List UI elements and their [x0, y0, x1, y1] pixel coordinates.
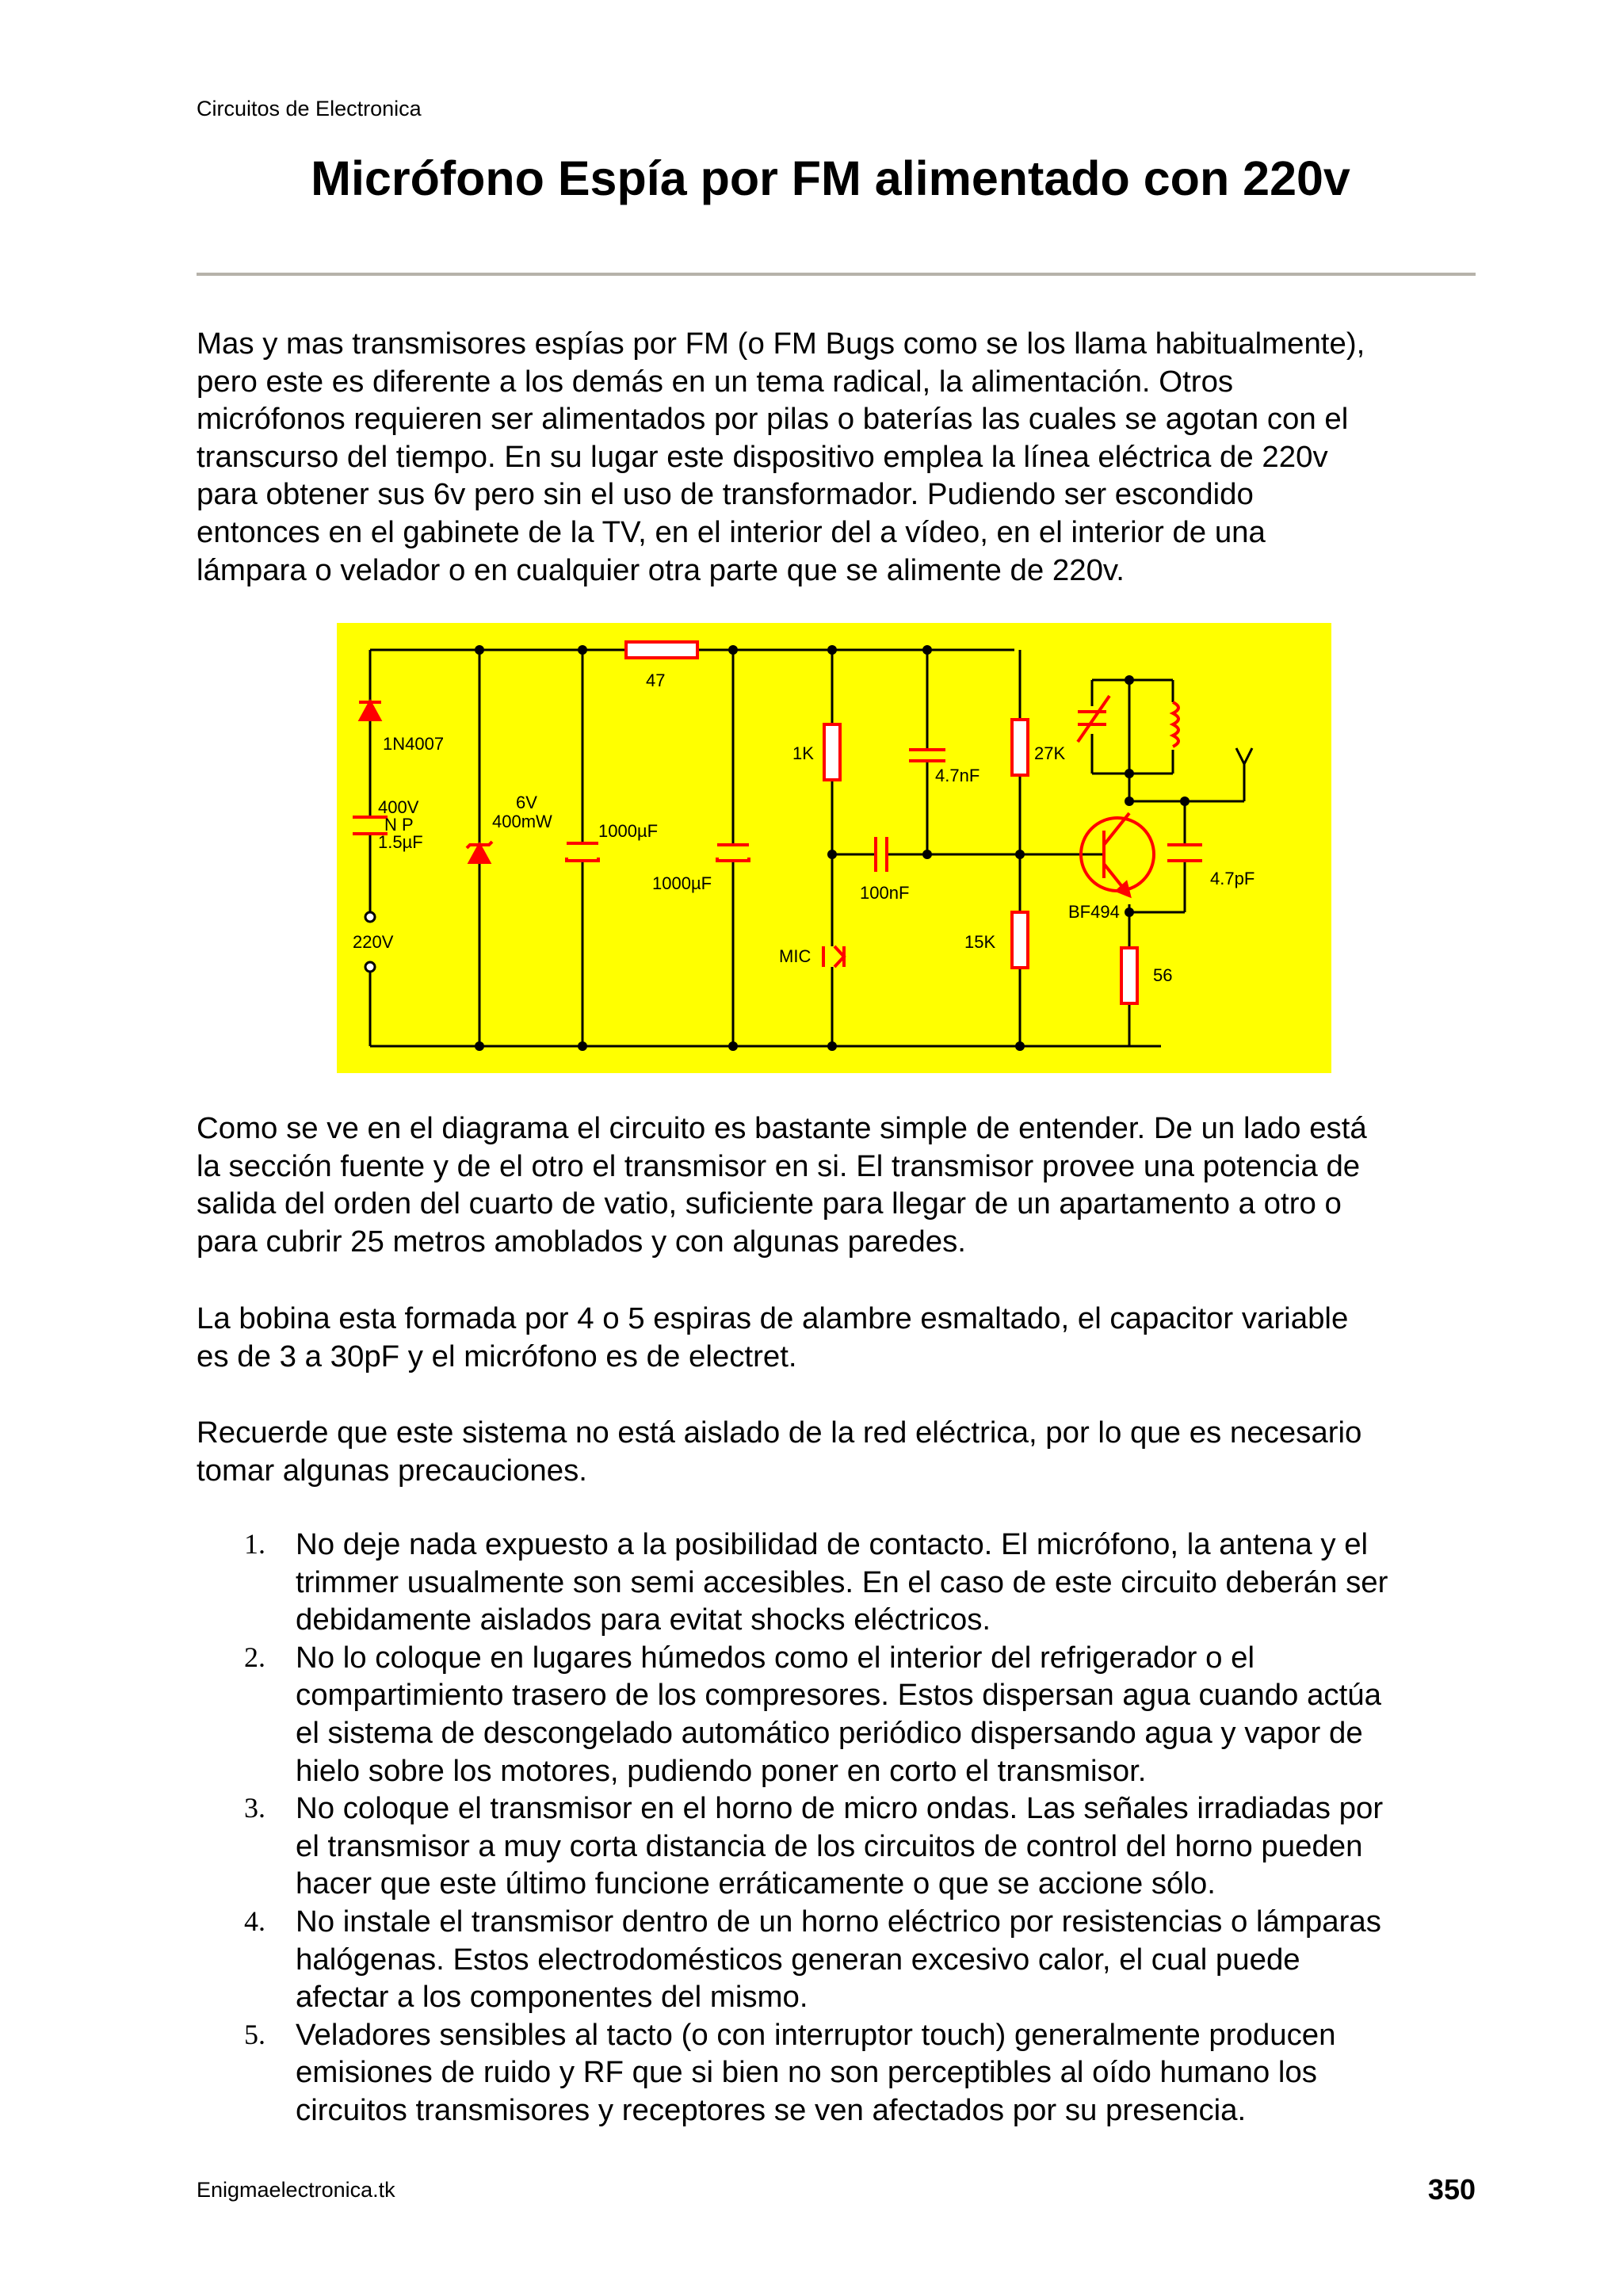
list-item [197, 1903, 1476, 2016]
text-line: Recuerde que este sistema no está aislado de la red eléctrica, por lo que es necesario [197, 1415, 1362, 1450]
running-header: Circuitos de Electronica [197, 97, 422, 120]
text-line: pero este es diferente a los demás en un tema radical, la alimentación. Otros [197, 364, 1234, 399]
label-c47pf: 4.7pF [1210, 869, 1255, 888]
text-line: es de 3 a 30pF y el micrófono es de electret. [197, 1339, 797, 1373]
label-r56: 56 [1153, 965, 1173, 985]
text-line: transcurso del tiempo. En su lugar este dispositivo emplea la línea eléctrica de 220v [197, 439, 1328, 474]
list-number: 3. [244, 1792, 265, 1824]
circuit-schematic [337, 623, 1331, 1073]
text-line: debidamente aislados para evitat shocks eléctricos. [296, 1603, 991, 1637]
label-r15k: 15K [964, 932, 996, 952]
resistor-15k [1012, 912, 1028, 968]
title-divider [197, 273, 1476, 276]
label-mains: 220V [353, 932, 394, 952]
precautions-list [197, 1526, 1476, 2130]
list-item [197, 1526, 1476, 1639]
text-line: No instale el transmisor dentro de un horno eléctrico por resistencias o lámparas [296, 1904, 1381, 1939]
page-title: Micrófono Espía por FM alimentado con 220v [311, 151, 1350, 205]
list-number: 1. [244, 1528, 265, 1560]
text-line: entonces en el gabinete de la TV, en el interior del a vídeo, en el interior de una [197, 514, 1266, 549]
text-line: hacer que este último funcione erráticamente o que se accione sólo. [296, 1866, 1216, 1901]
text-line: La bobina esta formada por 4 o 5 espiras de alambre esmaltado, el capacitor variable [197, 1301, 1349, 1335]
warning-paragraph [197, 1414, 1476, 1489]
label-r1k: 1K [792, 743, 814, 763]
label-c100nf: 100nF [860, 883, 910, 903]
text-line: el sistema de descongelado automático periódico dispersando agua y vapor de [296, 1715, 1363, 1750]
label-np-voltage: 400V [378, 797, 419, 817]
resistor-1k [824, 724, 840, 780]
text-line: Mas y mas transmisores espías por FM (o FM Bugs como se los llama habitualmente), [197, 327, 1365, 361]
resistor-47 [626, 642, 697, 658]
text-line: lámpara o velador o en cualquier otra parte que se alimente de 220v. [197, 552, 1125, 587]
text-line: tomar algunas precauciones. [197, 1453, 587, 1488]
text-line: No deje nada expuesto a la posibilidad de contacto. El micrófono, la antena y el [296, 1527, 1369, 1561]
text-line: No coloque el transmisor en el horno de micro ondas. Las señales irradiadas por [296, 1791, 1384, 1826]
resistor-27k [1012, 720, 1028, 775]
page-number: 350 [1427, 2173, 1476, 2206]
list-number: 5. [244, 2018, 265, 2050]
label-zener-voltage: 6V [516, 793, 537, 812]
schematic-background [337, 623, 1331, 1073]
list-item [197, 1639, 1476, 1790]
label-c1000a: 1000µF [598, 821, 659, 841]
text-line: No lo coloque en lugares húmedos como el interior del refrigerador o el [296, 1640, 1254, 1675]
label-np-value: 1.5µF [378, 832, 423, 852]
text-line: trimmer usualmente son semi accesibles. En el caso de este circuito deberán ser [296, 1564, 1388, 1599]
resistor-56 [1121, 948, 1137, 1003]
text-line: compartimiento trasero de los compresores. Estos dispersan agua cuando actúa [296, 1678, 1381, 1713]
list-item [197, 2016, 1476, 2130]
label-r47: 47 [646, 670, 666, 690]
coil-paragraph [197, 1300, 1476, 1375]
text-line: circuitos transmisores y receptores se ven afectados por su presencia. [296, 2092, 1247, 2127]
list-number: 2. [244, 1641, 265, 1673]
label-transistor: BF494 [1068, 902, 1120, 922]
label-np: N P [384, 815, 414, 835]
text-line: para cubrir 25 metros amoblados y con algunas paredes. [197, 1224, 966, 1259]
list-item [197, 1790, 1476, 1903]
label-c47nf: 4.7nF [935, 766, 980, 785]
label-c1000b: 1000µF [652, 873, 712, 893]
text-line: Como se ve en el diagrama el circuito es bastante simple de entender. De un lado está [197, 1111, 1367, 1145]
text-line: para obtener sus 6v pero sin el uso de transformador. Pudiendo ser escondido [197, 477, 1254, 512]
label-mic: MIC [779, 946, 812, 966]
text-line: hielo sobre los motores, pudiendo poner en corto el transmisor. [296, 1753, 1147, 1788]
text-line: micrófonos requieren ser alimentados por pilas o baterías las cuales se agotan con el [197, 402, 1349, 437]
footer-site: Enigmaelectronica.tk [197, 2178, 395, 2202]
text-line: Veladores sensibles al tacto (o con interruptor touch) generalmente producen [296, 2017, 1336, 2052]
label-r27k: 27K [1034, 743, 1066, 763]
description-paragraph [197, 1110, 1476, 1260]
intro-paragraph [197, 325, 1476, 589]
text-line: salida del orden del cuarto de vatio, suficiente para llegar de un apartamento a otro o [197, 1186, 1342, 1221]
label-diode: 1N4007 [383, 734, 445, 754]
text-line: halógenas. Estos electrodomésticos generan excesivo calor, el cual puede [296, 1942, 1300, 1977]
text-line: afectar a los componentes del mismo. [296, 1980, 808, 2015]
text-line: el transmisor a muy corta distancia de los circuitos de control del horno pueden [296, 1828, 1363, 1863]
text-line: la sección fuente y de el otro el transmisor en si. El transmisor provee una potencia de [197, 1148, 1361, 1183]
text-line: emisiones de ruido y RF que si bien no son perceptibles al oído humano los [296, 2055, 1317, 2090]
list-number: 4. [244, 1904, 265, 1937]
label-zener-power: 400mW [492, 812, 552, 831]
